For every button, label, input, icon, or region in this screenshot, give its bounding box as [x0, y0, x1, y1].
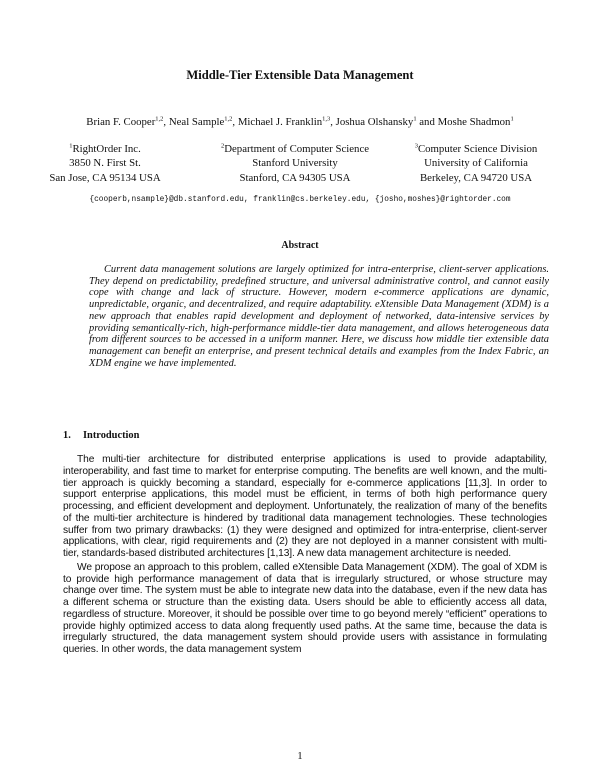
affiliation-mark: 3	[414, 142, 418, 150]
affiliation-name: RightOrder Inc.	[72, 143, 141, 155]
affiliation-city: Berkeley, CA 94720 USA	[419, 171, 533, 184]
author-name: Brian F. Cooper	[86, 116, 156, 128]
section-title: Introduction	[83, 430, 140, 441]
affiliation-address: University of California	[424, 157, 528, 170]
section-heading	[63, 430, 139, 441]
affiliation-mark: 1	[69, 142, 73, 150]
section-number: 1.	[63, 430, 71, 441]
paper-title: Middle-Tier Extensible Data Management	[186, 68, 414, 82]
affiliation-mark: 2	[220, 142, 225, 150]
author-affiliation-mark: 1	[413, 115, 417, 123]
author-list	[0, 116, 600, 128]
author-name: Neal Sample	[168, 116, 225, 128]
affiliation-name: Computer Science Division	[417, 143, 538, 155]
affiliations	[40, 142, 560, 192]
affiliation-berkeley	[392, 142, 560, 185]
author-name: Moshe Shadmon	[437, 116, 511, 128]
affiliation-address: 3850 N. First St.	[69, 157, 141, 170]
abstract-heading: Abstract	[281, 240, 319, 251]
author-affiliation-mark: 1	[510, 115, 514, 123]
author-affiliation-mark: 1,3	[322, 115, 331, 123]
affiliation-city: Stanford, CA 94305 USA	[239, 171, 351, 184]
author-affiliation-mark: 1,2	[224, 115, 233, 123]
author-separator: ,	[330, 116, 336, 128]
page-number: 1	[297, 750, 303, 762]
affiliation-city: San Jose, CA 95134 USA	[49, 171, 161, 184]
body-paragraph: The multi-tier architecture for distributed enterprise applications is used to provide adaptability, interoperability, and fast time to market for enterprise computing. The benefits are well known, and the multi-tier approach is quickly becoming a standard, especially for e-commerce applications [11,3]. In order to support enterprise applications, this model must be efficient, in terms of both high performance query processing, and efficient development and deployment. Unfortunately, the realization of many of the benefits of the multi-tier architecture is hindered by traditional data management technologies. These technologies suffer from two primary drawbacks: (1) they were designed and optimized for intra-enterprise, client-server applications, with clear, rigid requirements and (2) they are not deployed in a manner consistent with multi-tier, standards-based distributed architectures [1,13]. A new data management architecture is needed.	[63, 454, 547, 559]
affiliation-rightorder	[40, 142, 170, 185]
author-emails: {cooperb,nsample}@db.stanford.edu, franklin@cs.berkeley.edu, {josho,moshes}@rightorder.com	[89, 196, 511, 204]
abstract-text: Current data management solutions are largely optimized for intra-enterprise, client-server applications. They depend on predictability, predefined structure, and universal administrative control, and cannot easily cope with change and lack of structure. However, modern e-commerce applications are dynamic, unpredictable, organic, and decentralized, and require adaptability. eXtensible Data Management (XDM) is a new approach that enables rapid development and deployment of networked, data-intensive services by providing semantically-rich, high-performance middle-tier data management, and allows heterogeneous data from different sources to be accessed in a uniform manner. Here, we discuss how middle tier extensible data management can benefit an enterprise, and present technical details and examples from the Index Fabric, an XDM engine we have implemented.	[89, 264, 549, 369]
author-affiliation-mark: 1,2	[155, 115, 164, 123]
author-separator: ,	[232, 116, 238, 128]
section-body	[63, 454, 547, 658]
author-name: Joshua Olshansky	[335, 116, 414, 128]
affiliation-stanford	[200, 142, 390, 185]
body-paragraph: We propose an approach to this problem, called eXtensible Data Management (XDM). The goal of XDM is to provide high performance management of data that is irregularly structured, or whose structure may change over time. The system must be able to integrate new data into the database, even if the new data has a different schema or structure than the existing data. Users should be able to efficiently access all data, regardless of structure. Moreover, it should be possible over time to go beyond merely “efficient” operations to provide highly optimized access to data along frequently used paths. At the same time, because the data is irregularly structured, the data management system should provide users with assistance in formulating queries. In other words, the data management system	[63, 561, 547, 655]
affiliation-name: Department of Computer Science	[224, 143, 370, 155]
affiliation-address: Stanford University	[252, 157, 338, 170]
author-separator: ,	[163, 116, 169, 128]
author-separator: and	[416, 116, 438, 128]
author-name: Michael J. Franklin	[237, 116, 323, 128]
